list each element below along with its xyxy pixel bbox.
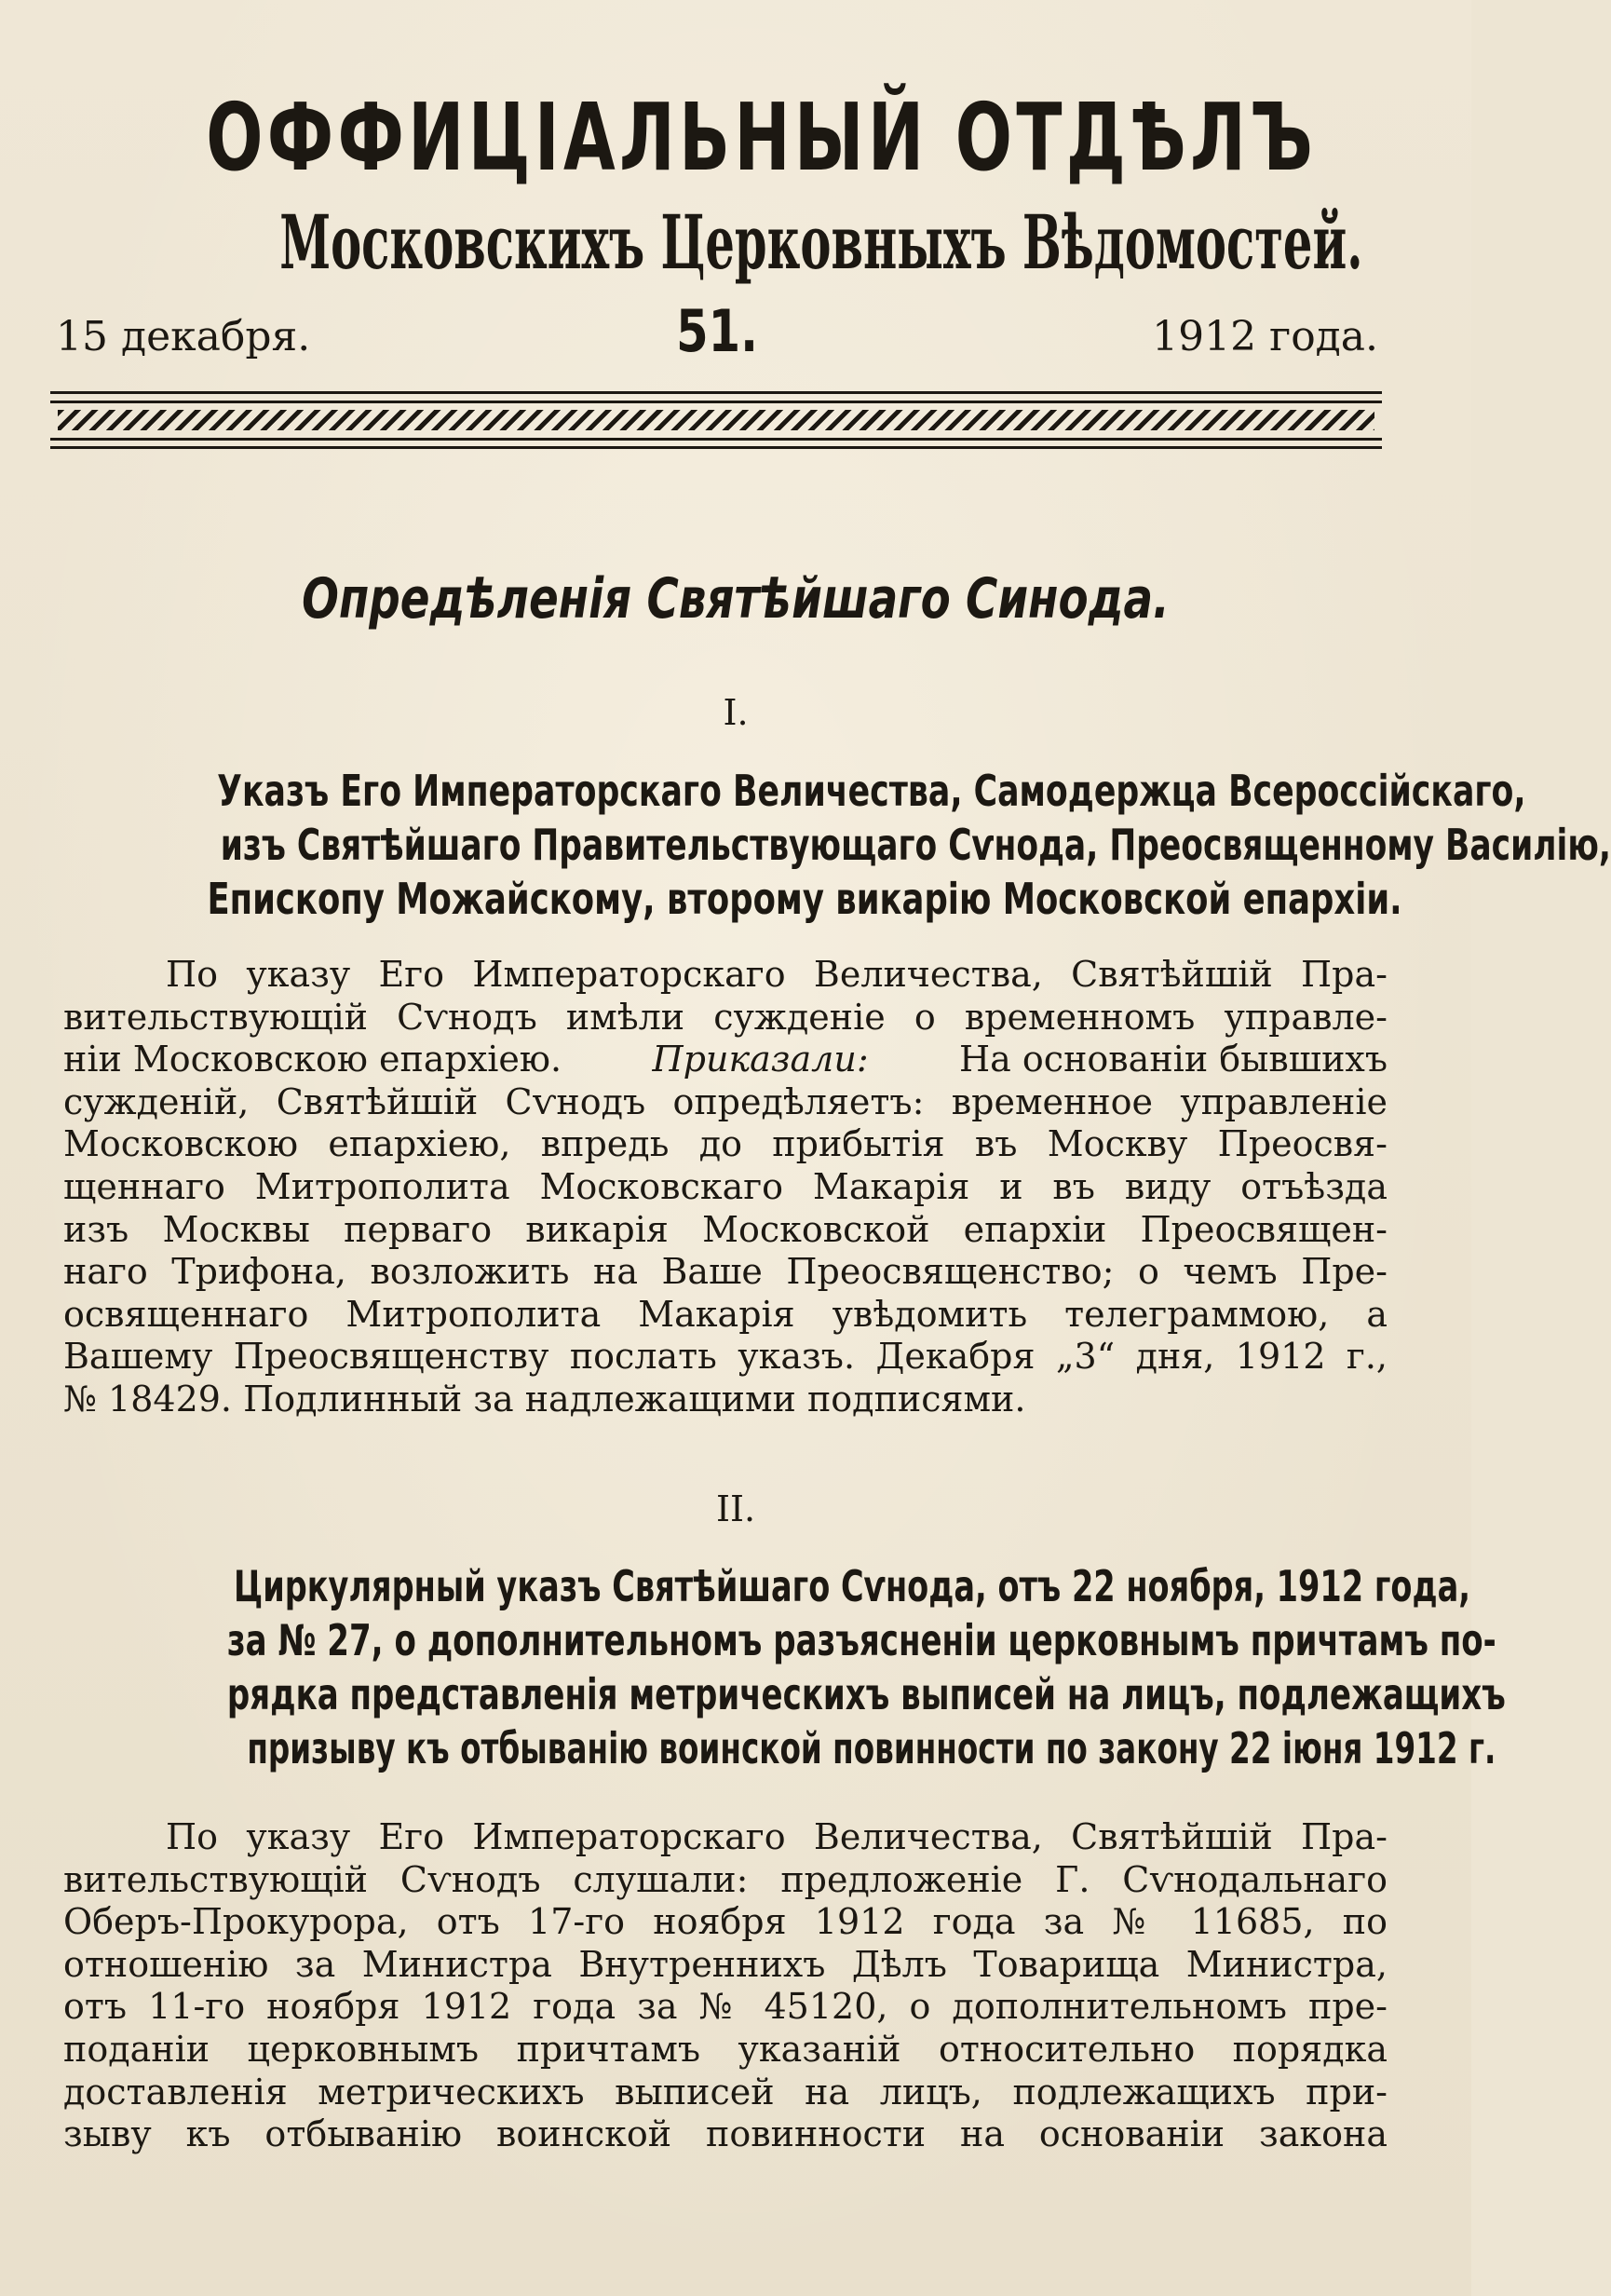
decree-2-body (63, 1816, 1388, 2156)
body-line-segment: ніи Московскою епархіею. (63, 1039, 562, 1080)
decree-1-body (63, 954, 1388, 1421)
body-line-segment: На основаніи бывшихъ (959, 1039, 1388, 1080)
decree-1-numeral: I. (723, 692, 749, 733)
masthead-title: ОФФИЦІАЛЬНЫЙ ОТДѢЛЪ (206, 83, 1318, 192)
emphasis-prikazali: Приказали: (652, 1039, 869, 1080)
rule-line-top (50, 391, 1382, 394)
body-line: подaніи церковнымъ причтамъ указаній относительно порядка (63, 2028, 1388, 2070)
body-line: щеннаго Митрополита Московскаго Макарія и въ виду отъѣзда (63, 1165, 1388, 1207)
body-line: Вашему Преосвященству послать указъ. Декабря „3“ дня, 1912 г., (63, 1336, 1388, 1378)
body-line: По указу Его Императорскаго Величества, Святѣйшій Пра- (166, 1816, 1388, 1857)
body-line: отъ 11-го ноября 1912 года за № 45120, о дополнительномъ пре- (63, 1986, 1388, 2028)
issue-number: 51. (676, 297, 758, 365)
decree-2-heading-line: призыву къ отбыванію воинской повинности по закону 22 іюня 1912 г. (247, 1723, 1496, 1773)
decree-1-heading-line: изъ Святѣйшаго Правительствующаго Сѵнода, Преосвященному Василію, (220, 820, 1611, 870)
masthead-subtitle: Московскихъ Церковныхъ Вѣдомостей. (279, 198, 1363, 286)
body-line (63, 1039, 1388, 1081)
issue-year: 1912 года. (1152, 313, 1378, 360)
body-line: отношенію за Министра Внутреннихъ Дѣлъ Товарища Министра, (63, 1943, 1388, 1985)
body-line: сужденій, Святѣйшій Сѵнодъ опредѣляетъ: временное управленіе (63, 1080, 1388, 1122)
body-line: вительствующій Сѵнодъ слушали: предложеніе Г. Сѵнодальнаго (63, 1858, 1388, 1900)
decree-2-heading-line: рядка представленія метрическихъ выписей на лицъ, подлежащихъ (226, 1669, 1506, 1719)
body-line: освященнаго Митрополита Макарія увѣдомить телеграммою, а (63, 1293, 1388, 1335)
decree-2-heading-line: за № 27, о дополнительномъ разъясненіи церковнымъ причтамъ по- (226, 1615, 1496, 1665)
body-line: изъ Москвы перваго викарія Московской епархіи Преосвящен- (63, 1208, 1388, 1250)
decree-2-heading (54, 1559, 1506, 1775)
section-title: Опредѣленія Святѣйшаго Синода. (302, 566, 1170, 632)
decree-1-heading (54, 764, 1611, 926)
body-line: доставленія метрическихъ выписей на лицъ, подлежащихъ при- (63, 2071, 1388, 2113)
body-line: Московскою епархіею, впредь до прибытія въ Москву Преосвя- (63, 1123, 1388, 1165)
decree-2-heading-line: Циркулярный указъ Святѣйшаго Сѵнода, отъ 22 ноября, 1912 года, (234, 1561, 1470, 1611)
dateline (56, 297, 1378, 374)
decree-1-heading-line: Епископу Можайскому, второму викарію Московской епархіи. (207, 874, 1402, 924)
body-line: вительствующій Сѵнодъ имѣли сужденіе о временномъ управле- (63, 996, 1388, 1038)
decree-1-heading-line: Указъ Его Императорскаго Величества, Самодержца Всероссійскаго, (217, 766, 1526, 816)
decree-2-numeral: II. (715, 1488, 756, 1529)
rule-line-bottom-inner (50, 438, 1382, 441)
hatched-ornament-band (58, 410, 1374, 430)
body-line: По указу Его Императорскаго Величества, Святѣйшій Пра- (166, 954, 1388, 995)
ornamental-rule (50, 391, 1382, 449)
rule-line-top-inner (50, 401, 1382, 403)
rule-line-bottom (50, 446, 1382, 449)
body-line: Оберъ-Прокурора, отъ 17-го ноября 1912 года за № 11685, по (63, 1901, 1388, 1943)
issue-date: 15 декабря. (56, 313, 311, 360)
body-line: № 18429. Подлинный за надлежащими подписями. (63, 1378, 1026, 1420)
body-line: наго Трифона, возложить на Ваше Преосвященство; о чемъ Пре- (63, 1251, 1388, 1293)
body-line: зыву къ отбыванію воинской повинности на основаніи закона (63, 2113, 1388, 2155)
